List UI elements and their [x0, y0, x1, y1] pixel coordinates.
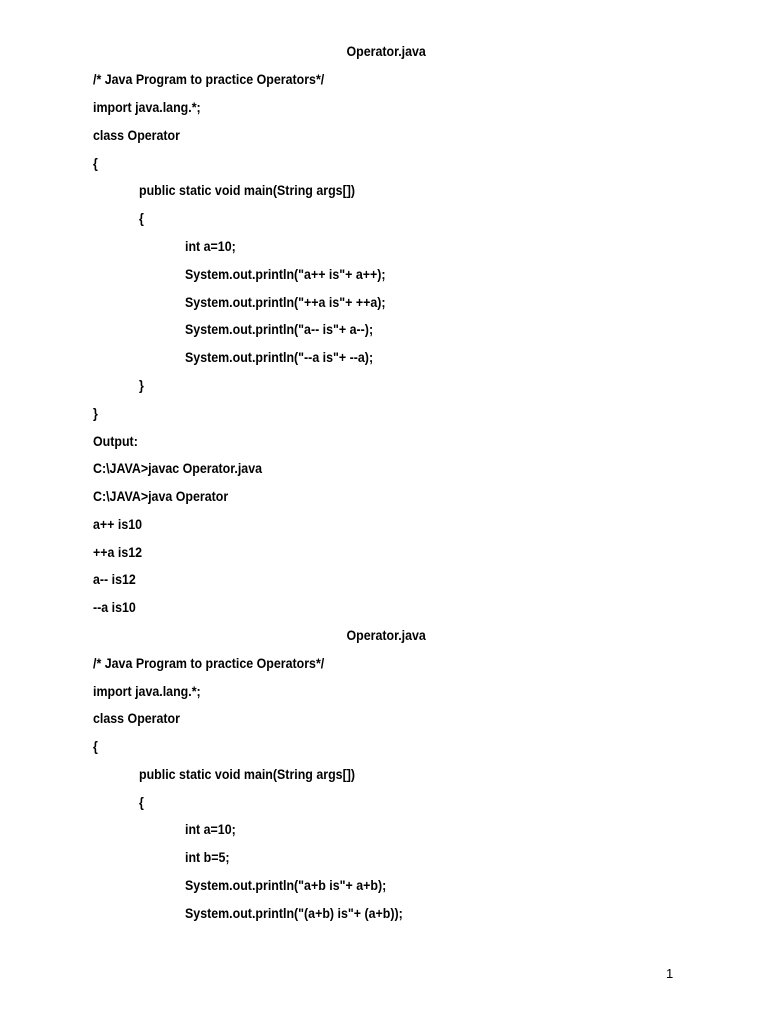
code-statement: System.out.println("a+b is"+ a+b);	[185, 878, 387, 893]
output-heading: Output:	[93, 434, 138, 449]
file-title: Operator.java	[346, 628, 426, 643]
output-line: ++a is12	[93, 545, 143, 560]
output-line: a-- is12	[93, 572, 136, 587]
code-statement: int a=10;	[185, 239, 236, 254]
code-brace: {	[93, 739, 98, 754]
code-class-decl: class Operator	[93, 711, 180, 726]
code-import: import java.lang.*;	[93, 684, 201, 699]
code-brace: {	[93, 156, 98, 171]
code-brace: }	[93, 406, 98, 421]
code-statement: System.out.println("a++ is"+ a++);	[185, 267, 386, 282]
page-number: 1	[666, 966, 674, 981]
code-brace: {	[139, 211, 144, 226]
code-main-decl: public static void main(String args[])	[139, 183, 355, 198]
code-import: import java.lang.*;	[93, 100, 201, 115]
code-statement: System.out.println("a-- is"+ a--);	[185, 322, 374, 337]
code-statement: System.out.println("--a is"+ --a);	[185, 350, 374, 365]
code-brace: {	[139, 795, 144, 810]
file-title: Operator.java	[346, 44, 426, 59]
code-statement: int b=5;	[185, 850, 230, 865]
output-line: --a is10	[93, 600, 136, 615]
code-statement: System.out.println("(a+b) is"+ (a+b));	[185, 906, 403, 921]
output-line: C:\JAVA>javac Operator.java	[93, 461, 263, 476]
code-comment: /* Java Program to practice Operators*/	[93, 656, 325, 671]
code-statement: System.out.println("++a is"+ ++a);	[185, 295, 386, 310]
output-line: C:\JAVA>java Operator	[93, 489, 229, 504]
code-brace: }	[139, 378, 144, 393]
code-main-decl: public static void main(String args[])	[139, 767, 355, 782]
code-class-decl: class Operator	[93, 128, 180, 143]
code-comment: /* Java Program to practice Operators*/	[93, 72, 325, 87]
code-statement: int a=10;	[185, 822, 236, 837]
output-line: a++ is10	[93, 517, 143, 532]
